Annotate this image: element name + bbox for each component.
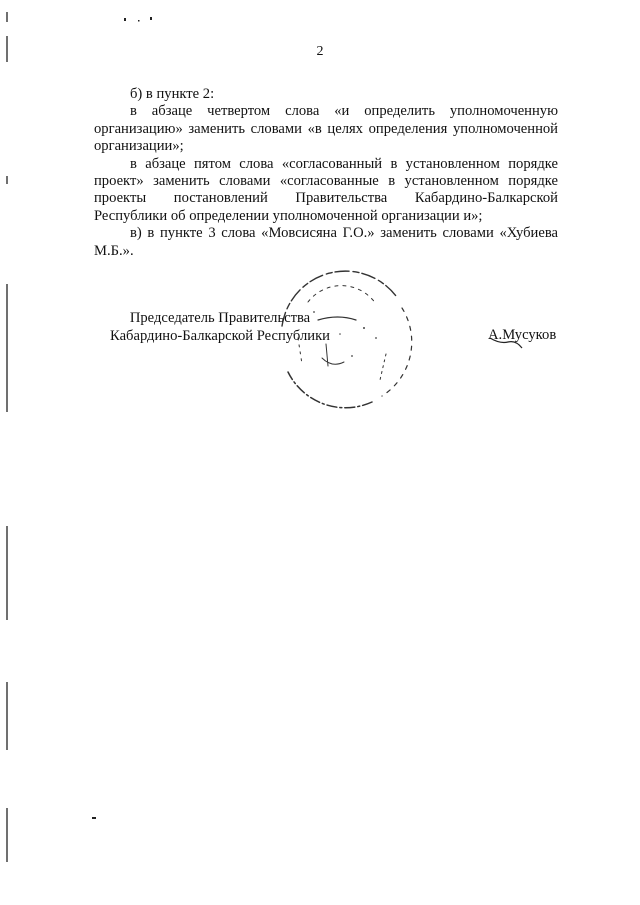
signatory-name: А.Мусуков xyxy=(488,327,557,343)
document-body xyxy=(94,86,558,260)
signatory-position xyxy=(100,309,340,345)
handwritten-signature xyxy=(486,328,526,352)
signatory-position-line-2: Кабардино-Балкарской Республики xyxy=(110,328,330,344)
signatory-position-line-1: Председатель Правительства xyxy=(129,310,311,326)
paragraph-subpoint-b: б) в пункте 2: xyxy=(130,86,215,102)
paragraph-amendment-1: в абзаце четвертом слова «и определить уполномоченную организацию» заменить словами «в целях определения уполномоченной организации»; xyxy=(94,103,558,155)
paragraph-amendment-2: в абзаце пятом слова «согласованный в установленном порядке проект» заменить словами «согласованные в установленном порядке проекты постановлений Правительства Кабардино-Балкарской Республики об определении уполномоченной организации и»; xyxy=(94,155,558,224)
page-number: 2 xyxy=(316,44,324,59)
paragraph-subpoint-v: в) в пункте 3 слова «Мовсисяна Г.О.» заменить словами «Хубиева М.Б.». xyxy=(94,225,558,259)
